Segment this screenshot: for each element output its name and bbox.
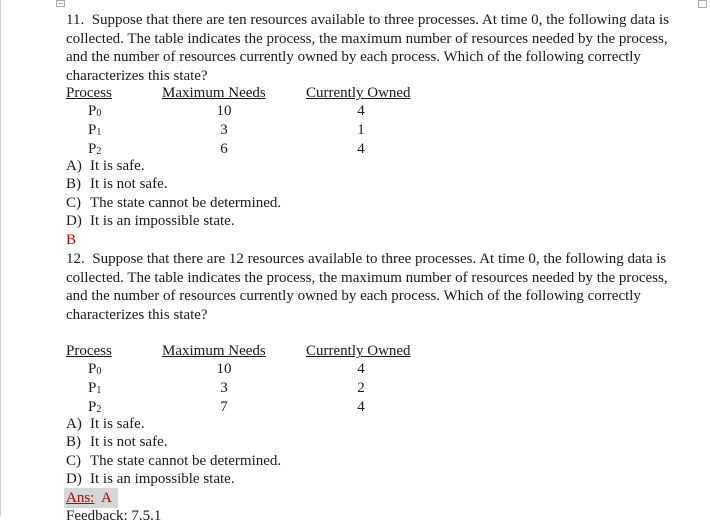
table-header-maximum-needs: Maximum Needs <box>162 343 266 359</box>
question-12-feedback: Feedback: 7.5.1 <box>66 508 162 524</box>
question-body: Suppose that there are 12 resources available to three processes. At time 0, the following data is collected. The table indicates the process, the maximum number of resources needed by the process, and the number of resources currently owned by each process. Which of the following correctly characterizes this state? <box>66 251 668 323</box>
question-11-text <box>66 11 681 85</box>
question-11-options <box>66 157 281 230</box>
table-header-currently-owned: Currently Owned <box>306 343 411 359</box>
answer-value: A <box>101 490 112 506</box>
option-c: C) The state cannot be determined. <box>66 194 282 211</box>
table-row <box>66 398 466 416</box>
question-body: Suppose that there are ten resources available to three processes. At time 0, the following data is collected. The table indicates the process, the maximum number of resources needed by the process, and the number of resources currently owned by each process. Which of the following correctly characterizes this state? <box>66 12 670 84</box>
process-name: $P_1$ <box>88 122 102 138</box>
table-row <box>66 360 466 378</box>
currently-owned-value: 4 <box>357 399 365 415</box>
table-row <box>66 140 466 158</box>
table-header-process: Process <box>66 85 112 101</box>
left-page-border <box>0 0 1 516</box>
table-row <box>66 379 466 397</box>
maximum-needs-value: 3 <box>220 380 228 396</box>
maximum-needs-value: 10 <box>216 361 232 377</box>
table-row <box>66 121 466 139</box>
question-number: 11. <box>66 12 85 28</box>
currently-owned-value: 4 <box>357 103 365 119</box>
question-12-answer[interactable] <box>64 488 118 508</box>
process-name: $P_2$ <box>88 141 102 157</box>
process-name: $P_0$ <box>88 103 102 119</box>
table-header-process: Process <box>66 343 112 359</box>
question-11-answer: B <box>66 232 77 248</box>
process-name: $P_0$ <box>88 361 102 377</box>
option-d: D) It is an impossible state. <box>66 212 235 229</box>
maximum-needs-value: 6 <box>220 141 228 157</box>
answer-label: Ans: <box>66 490 95 506</box>
currently-owned-value: 1 <box>357 122 365 138</box>
table-resize-handle-icon[interactable] <box>698 0 707 8</box>
maximum-needs-value: 3 <box>220 122 228 138</box>
maximum-needs-value: 10 <box>216 103 232 119</box>
table-header-maximum-needs: Maximum Needs <box>162 85 266 101</box>
option-a: A) It is safe. <box>66 416 145 432</box>
maximum-needs-value: 7 <box>220 399 228 415</box>
currently-owned-value: 4 <box>357 361 365 377</box>
process-name: $P_2$ <box>88 399 102 415</box>
option-b: B) It is not safe. <box>66 434 168 451</box>
question-12-text <box>66 250 681 324</box>
process-name: $P_1$ <box>88 380 102 396</box>
question-number: 12. <box>66 251 85 267</box>
option-d: D) It is an impossible state. <box>66 470 235 487</box>
table-move-handle-icon[interactable] <box>56 0 65 7</box>
table-row <box>66 102 466 120</box>
option-b: B) It is not safe. <box>66 176 168 193</box>
table-header-currently-owned: Currently Owned <box>306 85 411 101</box>
currently-owned-value: 4 <box>357 141 365 157</box>
question-12-options <box>66 415 281 488</box>
currently-owned-value: 2 <box>357 380 365 396</box>
option-c: C) The state cannot be determined. <box>66 452 282 469</box>
option-a: A) It is safe. <box>66 158 145 174</box>
